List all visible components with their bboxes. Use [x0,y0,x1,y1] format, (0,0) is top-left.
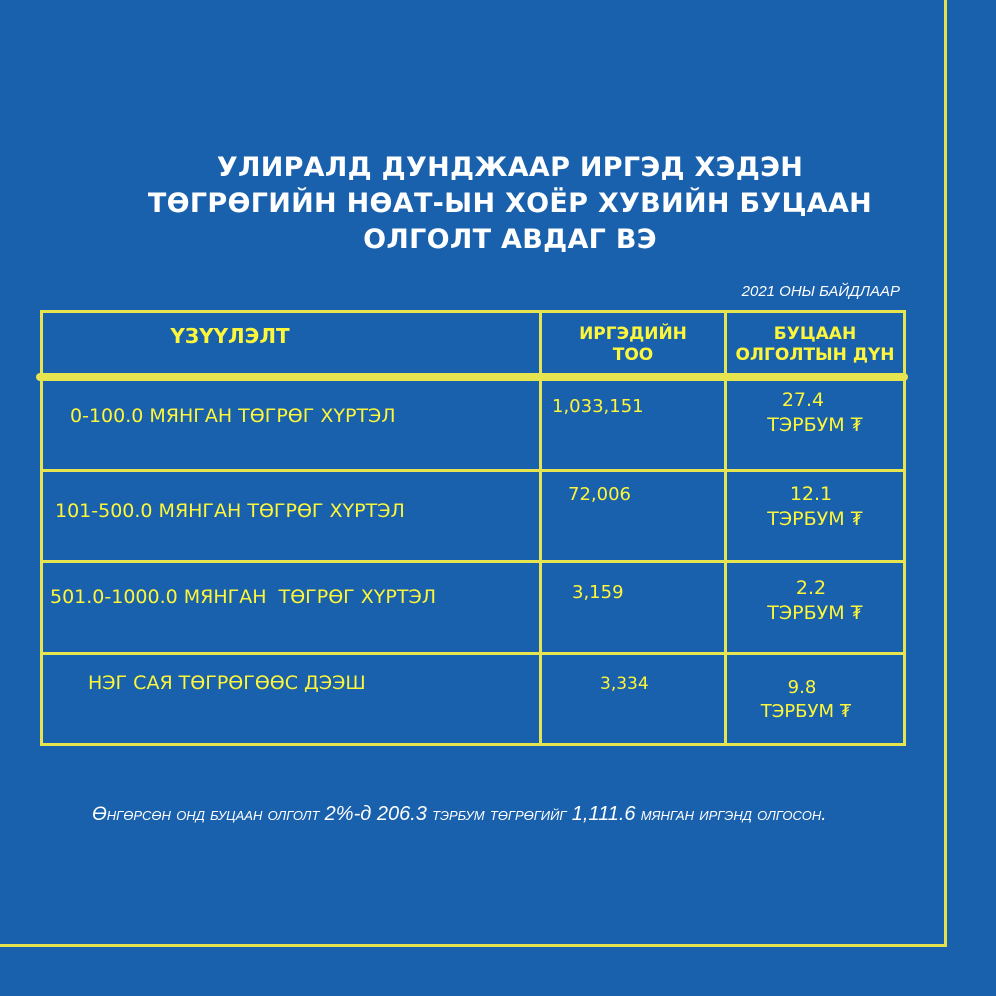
table-border-bottom [40,743,906,746]
title-line-1: УЛИРАЛД ДУНДЖААР ИРГЭД ХЭДЭН [216,152,804,183]
footnote-text-1: Өнгөрсөн онд буцаан олголт [92,804,325,825]
row-1-count: 1,033,151 [552,396,644,417]
title-line-3: ОЛГОЛТ АВДАГ ВЭ [363,224,657,255]
row-3-amount [727,576,903,626]
row-1-amount-value: 27.4 [781,389,825,411]
row-4-amount-unit: ТЭРБУМ ₮ [760,701,852,722]
title-line-2: ТӨГРӨГИЙН НӨАТ-ЫН ХОЁР ХУВИЙН БУЦААН [147,188,873,219]
header-citizens-count-line2: ТОО [612,345,654,365]
row-1-amount [727,388,903,438]
footnote-text-3: мянган иргэнд олгосон. [635,804,827,825]
row-1-label: 0-100.0 МЯНГАН ТӨГРӨГ ХҮРТЭЛ [70,405,396,427]
table-header-divider [36,373,908,381]
row-3-count: 3,159 [572,582,624,603]
frame-border-bottom [0,944,947,947]
data-table [40,310,906,746]
table-row-divider-2 [40,560,906,563]
row-2-amount [727,482,903,532]
header-citizens-count-line1: ИРГЭДИЙН [579,324,687,344]
row-3-amount-unit: ТЭРБУМ ₮ [767,602,863,624]
header-refund-amount-line1: БУЦААН [773,324,857,344]
header-citizens-count [542,324,724,366]
table-row-divider-3 [40,652,906,655]
footnote-text-2: тэрбум төгрөгийг [426,804,572,825]
row-4-count: 3,334 [600,674,649,694]
table-row-divider-1 [40,469,906,472]
footnote [92,800,882,830]
row-4-label: НЭГ САЯ ТӨГРӨГӨӨС ДЭЭШ [88,672,366,694]
row-3-amount-value: 2.2 [795,577,827,599]
row-3-label: 501.0-1000.0 МЯНГАН ТӨГРӨГ ХҮРТЭЛ [50,586,437,608]
row-4-amount [727,676,903,724]
subtitle-date: 2021 ОНЫ БАЙДЛААР [741,283,900,300]
row-4-amount-value: 9.8 [787,677,817,698]
page-title [100,150,920,258]
row-2-amount-unit: ТЭРБУМ ₮ [767,508,863,530]
footnote-highlight-2: 1,111.6 [571,803,636,825]
header-refund-amount-line2: ОЛГОЛТЫН ДҮН [735,345,895,365]
row-2-label: 101-500.0 МЯНГАН ТӨГРӨГ ХҮРТЭЛ [55,500,405,522]
footnote-highlight-1: 2%-д 206.3 [324,803,427,825]
header-indicator: ҮЗҮҮЛЭЛТ [170,324,290,348]
header-refund-amount [727,324,903,366]
frame-border-right [944,0,947,946]
table-border-top [40,310,906,313]
row-2-amount-value: 12.1 [789,483,833,505]
row-1-amount-unit: ТЭРБУМ ₮ [767,414,863,436]
row-2-count: 72,006 [568,484,631,505]
